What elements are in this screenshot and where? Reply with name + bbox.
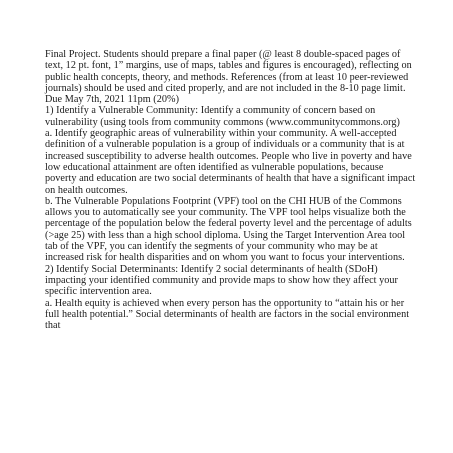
step-1-heading: 1) Identify a Vulnerable Community: Identify a community of concern based on vulnerability (using tools from community commons (www.communitycommons.org) (45, 105, 400, 128)
intro-paragraph: Final Project. Students should prepare a final paper (@ least 8 double-spaced pages of text, 12 pt. font, 1” margins, use of maps, tables and figures is encouraged), reflecting on public health concepts, theory, and methods. References (from at least 10 peer-reviewed journals) should be used and cited properly, and are not included in the 8-10 page limit. Due May 7th, 2021 11pm (20%) (45, 49, 412, 106)
step-2a-paragraph: a. Health equity is achieved when every person has the opportunity to “attain his or her full health potential.” Social determinants of health are factors in the social environment that (45, 297, 410, 332)
document-page (45, 49, 417, 331)
step-1b-paragraph: b. The Vulnerable Populations Footprint (VPF) tool on the CHI HUB of the Commons allows you to automatically see your community. The VPF tool helps visualize both the percentage of the population below the federal poverty level and the percentage of adults (>age 25) with less than a high school diploma. Using the Target Intervention Area tool tab of the VPF, you can identify the segments of your community who may be at increased risk for health disparities and on whom you want to focus your interventions. (45, 195, 412, 264)
step-2-heading: 2) Identify Social Determinants: Identify 2 social determinants of health (SDoH) impacting your identified community and provide maps to show how they affect your specific intervention area. (45, 263, 398, 298)
step-1a-paragraph: a. Identify geographic areas of vulnerability within your community. A well-accepted definition of a vulnerable population is a group of individuals or a community that is at increased susceptibility to adverse health outcomes. People who live in poverty and have low educational attainment are often identified as vulnerable populations, because poverty and education are two social determinants of health that have a significant impact on health outcomes. (45, 128, 416, 196)
